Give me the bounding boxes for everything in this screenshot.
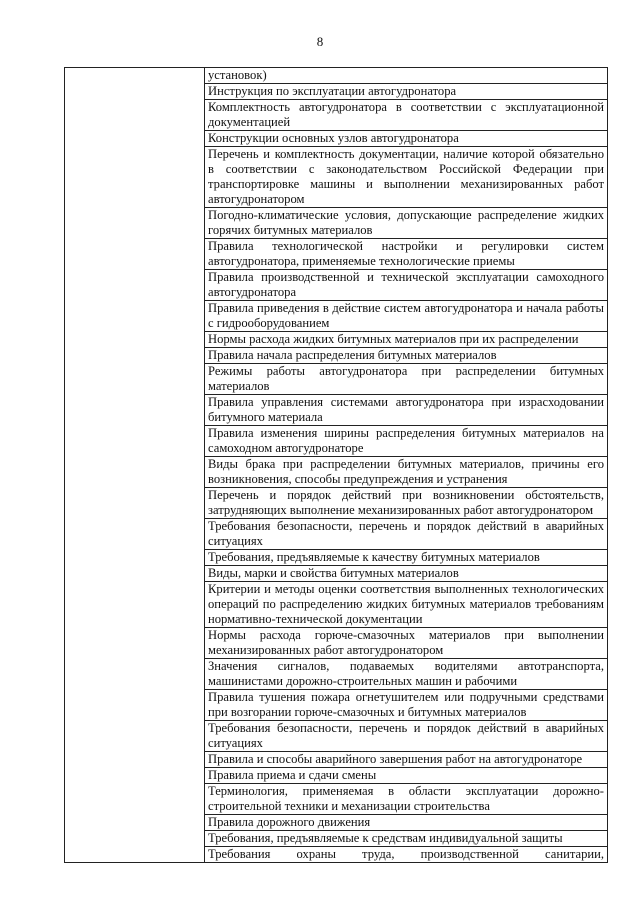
table-cell: Погодно-климатические условия, допускающие распределение жидких горячих битумных материалов <box>205 208 608 239</box>
page-number: 8 <box>316 34 324 49</box>
table-cell: Правила изменения ширины распределения битумных материалов на самоходном автогудронаторе <box>205 426 608 457</box>
table-cell: Правила производственной и технической эксплуатации самоходного автогудронатора <box>205 270 608 301</box>
table-cell: Виды брака при распределении битумных материалов, причины его возникновения, способы предупреждения и устранения <box>205 457 608 488</box>
table-cell: Требования, предъявляемые к средствам индивидуальной защиты <box>205 831 608 847</box>
table-cell: Перечень и комплектность документации, наличие которой обязательно в соответствии с законодательством Российской Федерации при транспортировке машины и выполнении механизированных работ автогудронатором <box>205 147 608 208</box>
table-cell: Правила приема и сдачи смены <box>205 768 608 784</box>
table-cell: Перечень и порядок действий при возникновении обстоятельств, затрудняющих выполнение механизированных работ автогудронатором <box>205 488 608 519</box>
table-cell: Правила приведения в действие систем автогудронатора и начала работы с гидрооборудованием <box>205 301 608 332</box>
table-cell: Конструкции основных узлов автогудронатора <box>205 131 608 147</box>
table-cell: Нормы расхода жидких битумных материалов при их распределении <box>205 332 608 348</box>
table-cell: Комплектность автогудронатора в соответствии с эксплуатационной документацией <box>205 100 608 131</box>
table-left-column-cell <box>65 68 205 863</box>
table-cell: Виды, марки и свойства битумных материалов <box>205 566 608 582</box>
table-cell: Критерии и методы оценки соответствия выполненных технологических операций по распределению жидких битумных материалов требованиям нормативно-технической документации <box>205 582 608 628</box>
table-cell: Правила дорожного движения <box>205 815 608 831</box>
table-cell: Правила начала распределения битумных материалов <box>205 348 608 364</box>
table-cell: Значения сигналов, подаваемых водителями автотранспорта, машинистами дорожно-строительных машин и рабочими <box>205 659 608 690</box>
table-cell: установок) <box>205 68 608 84</box>
knowledge-requirements-table <box>64 67 608 863</box>
table-cell: Требования, предъявляемые к качеству битумных материалов <box>205 550 608 566</box>
table-cell: Требования безопасности, перечень и порядок действий в аварийных ситуациях <box>205 721 608 752</box>
table-cell: Правила и способы аварийного завершения работ на автогудронаторе <box>205 752 608 768</box>
table-cell: Режимы работы автогудронатора при распределении битумных материалов <box>205 364 608 395</box>
table-cell: Терминология, применяемая в области эксплуатации дорожно-строительной техники и механизации строительства <box>205 784 608 815</box>
table-cell: Правила тушения пожара огнетушителем или подручными средствами при возгорании горюче-смазочных и битумных материалов <box>205 690 608 721</box>
table-cell: Требования безопасности, перечень и порядок действий в аварийных ситуациях <box>205 519 608 550</box>
table-cell: Требования охраны труда, производственной санитарии, <box>205 847 608 863</box>
table-cell: Инструкция по эксплуатации автогудронатора <box>205 84 608 100</box>
table-row <box>65 68 608 84</box>
table-cell: Нормы расхода горюче-смазочных материалов при выполнении механизированных работ автогудронатором <box>205 628 608 659</box>
table-cell: Правила управления системами автогудронатора при израсходовании битумного материала <box>205 395 608 426</box>
table-cell: Правила технологической настройки и регулировки систем автогудронатора, применяемые технологические приемы <box>205 239 608 270</box>
